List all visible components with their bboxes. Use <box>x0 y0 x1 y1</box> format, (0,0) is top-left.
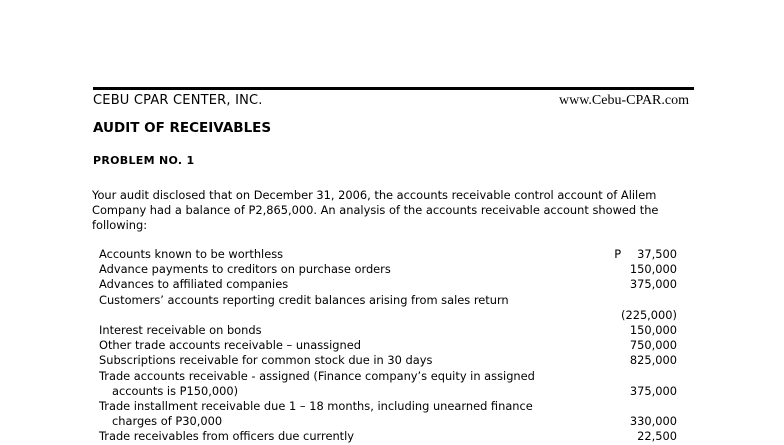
item-amount: 150,000 <box>629 262 677 277</box>
item-label: Customers’ accounts reporting credit balances arising from sales return <box>99 292 509 307</box>
list-item <box>99 277 677 292</box>
list-item <box>99 247 677 262</box>
list-item <box>99 323 677 338</box>
website-url[interactable]: www.Cebu-CPAR.com <box>558 93 689 108</box>
problem-heading: PROBLEM NO. 1 <box>93 154 195 167</box>
list-item <box>99 338 677 353</box>
item-label: Advances to affiliated companies <box>99 277 289 292</box>
item-amount: 22,500 <box>637 429 677 444</box>
item-label: Other trade accounts receivable – unassigned <box>99 338 361 353</box>
item-label: Trade accounts receivable - assigned (Finance company’s equity in assigned <box>99 368 535 383</box>
amount-value: 37,500 <box>637 247 677 261</box>
company-name: CEBU CPAR CENTER, INC. <box>93 93 263 108</box>
item-amount <box>614 247 677 262</box>
list-item <box>99 353 677 368</box>
list-item <box>99 262 677 277</box>
header-rule <box>93 87 694 90</box>
item-label: Subscriptions receivable for common stock due in 30 days <box>99 353 433 368</box>
item-label: Accounts known to be worthless <box>99 247 284 261</box>
currency-symbol: P <box>614 247 622 261</box>
item-label: Interest receivable on bonds <box>99 323 262 338</box>
item-label: Trade receivables from officers due currently <box>99 429 355 444</box>
item-amount: 150,000 <box>629 323 677 338</box>
item-amount: 375,000 <box>629 277 677 292</box>
item-amount: 375,000 <box>629 383 677 398</box>
item-amount: 750,000 <box>629 338 677 353</box>
list-item <box>99 369 677 384</box>
item-label: Trade installment receivable due 1 – 18 months, including unearned finance <box>99 399 533 414</box>
item-label-continued: accounts is P150,000) <box>112 383 239 398</box>
item-amount: 330,000 <box>629 414 677 429</box>
list-item <box>99 293 677 308</box>
item-label: Advance payments to creditors on purchase orders <box>99 262 391 277</box>
list-item <box>99 308 677 323</box>
list-item <box>99 384 677 399</box>
list-item <box>99 399 677 414</box>
item-amount: (225,000) <box>621 307 677 322</box>
intro-paragraph: Your audit disclosed that on December 31, 2006, the accounts receivable control account of Alilem Company had a balance of P2,865,000. An analysis of the accounts receivable account showed the following: <box>92 188 659 232</box>
page-title: AUDIT OF RECEIVABLES <box>93 120 272 136</box>
item-label-continued: charges of P30,000 <box>112 414 223 429</box>
list-item <box>99 429 677 444</box>
receivables-list <box>99 247 677 445</box>
item-amount: 825,000 <box>629 353 677 368</box>
list-item <box>99 414 677 429</box>
